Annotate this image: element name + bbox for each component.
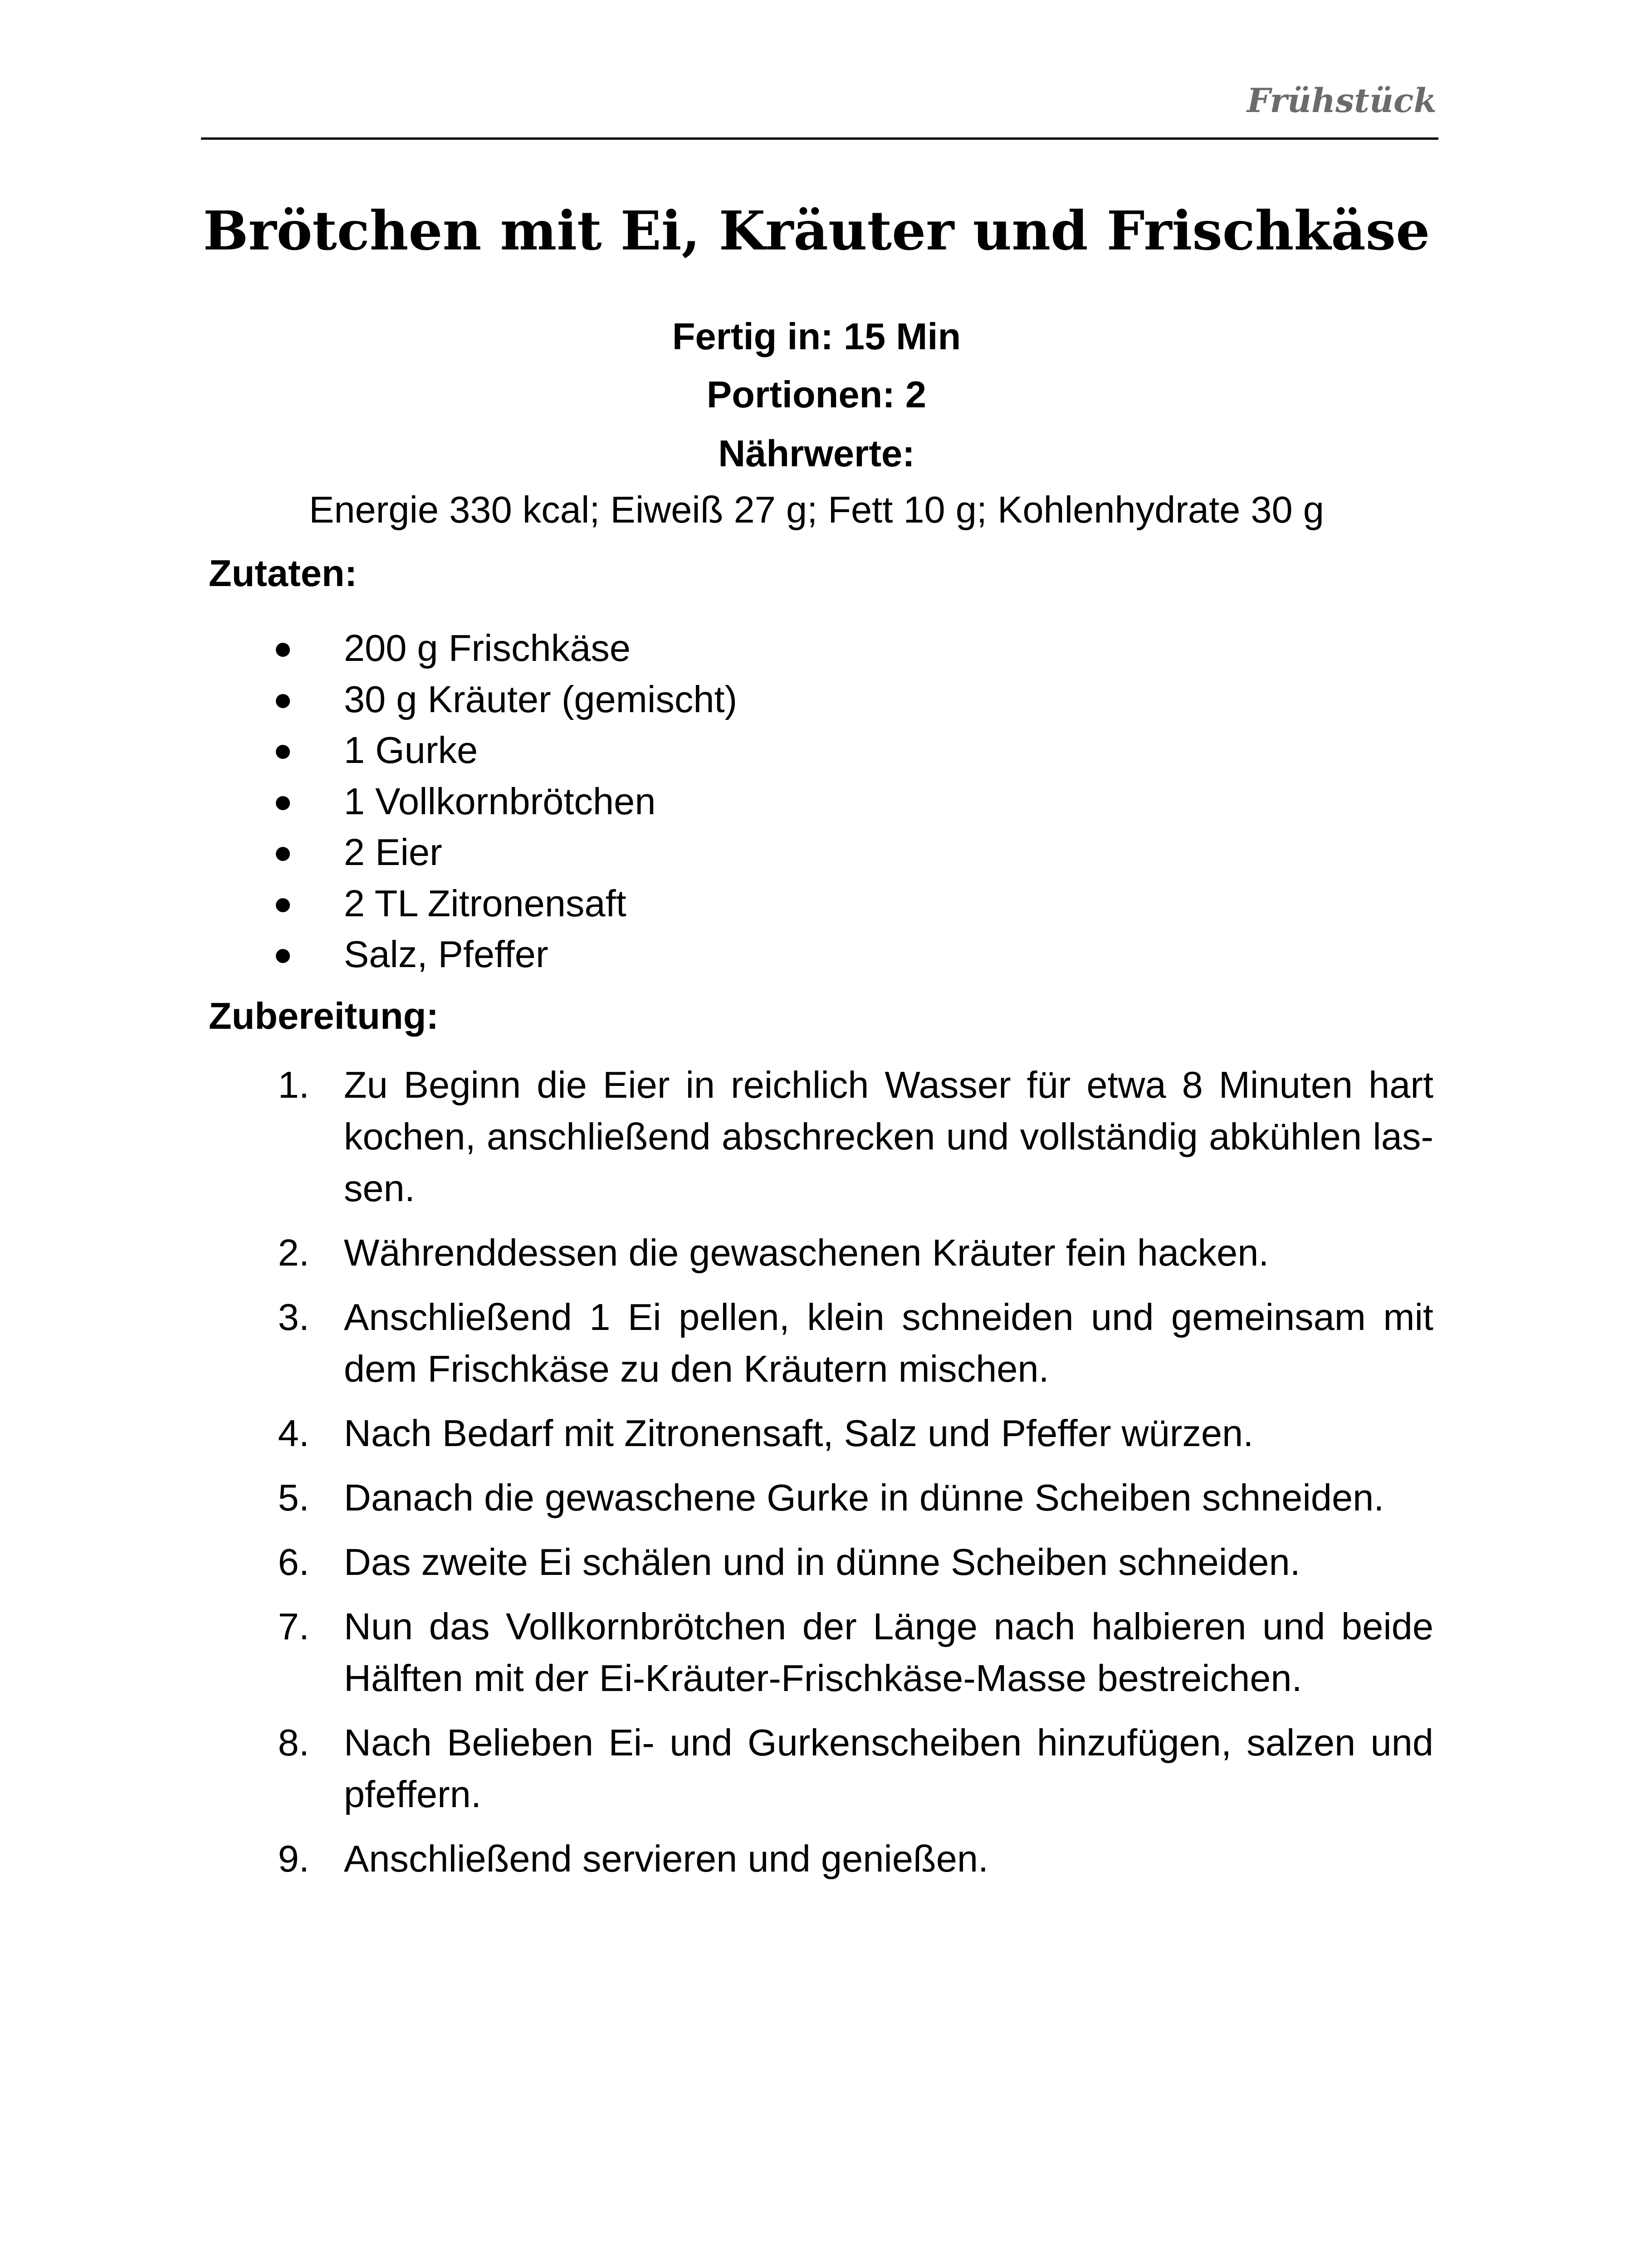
ingredient-text: 200 g Frischkäse bbox=[344, 627, 631, 669]
ingredient-item bbox=[0, 674, 1633, 725]
step-number: 9. bbox=[278, 1838, 309, 1880]
ingredient-item bbox=[0, 725, 1633, 776]
header-rule bbox=[201, 137, 1438, 140]
ingredients-heading: Zutaten: bbox=[209, 552, 357, 594]
ingredient-text: 1 Gurke bbox=[344, 729, 478, 771]
step-text: Das zweite Ei schälen und in dünne Scheiben schneiden. bbox=[344, 1541, 1301, 1583]
step-item bbox=[0, 1601, 1633, 1704]
ingredient-text: Salz, Pfeffer bbox=[344, 933, 548, 975]
ingredient-text: 1 Vollkornbrötchen bbox=[344, 780, 656, 822]
ingredients-list bbox=[0, 623, 1633, 980]
step-item bbox=[0, 1291, 1633, 1395]
ingredient-text: 2 Eier bbox=[344, 831, 442, 873]
ingredient-item bbox=[0, 878, 1633, 929]
bullet-icon: ● bbox=[273, 630, 293, 666]
nutrition-heading: Nährwerte: bbox=[718, 432, 915, 474]
step-number: 4. bbox=[278, 1412, 309, 1454]
steps-list bbox=[0, 1059, 1633, 1897]
ingredient-item bbox=[0, 827, 1633, 878]
step-item bbox=[0, 1717, 1633, 1820]
section-label: Frühstück bbox=[1247, 81, 1437, 120]
step-item bbox=[0, 1833, 1633, 1885]
prep-time: Fertig in: 15 Min bbox=[672, 315, 961, 357]
steps-heading: Zubereitung: bbox=[209, 995, 439, 1037]
step-item bbox=[0, 1472, 1633, 1524]
servings: Portionen: 2 bbox=[706, 373, 927, 415]
step-text: Zu Beginn die Eier in reichlich Wasser für etwa 8 Minuten hart kochen, anschließend abschrecken und vollständig abkühlen las-sen. bbox=[344, 1064, 1433, 1209]
step-item bbox=[0, 1536, 1633, 1588]
nutrition-values: Energie 330 kcal; Eiweiß 27 g; Fett 10 g; Kohlenhydrate 30 g bbox=[309, 489, 1324, 531]
step-text: Nun das Vollkornbrötchen der Länge nach halbieren und beide Hälften mit der Ei-Kräuter-Frischkäse-Masse bestreichen. bbox=[344, 1605, 1433, 1699]
step-number: 1. bbox=[278, 1064, 309, 1106]
bullet-icon: ● bbox=[273, 936, 293, 973]
ingredient-text: 2 TL Zitronensaft bbox=[344, 882, 626, 924]
step-text: Währenddessen die gewaschenen Kräuter fein hacken. bbox=[344, 1232, 1269, 1274]
step-number: 5. bbox=[278, 1476, 309, 1519]
step-number: 7. bbox=[278, 1605, 309, 1647]
recipe-title: Brötchen mit Ei, Kräuter und Frischkäse bbox=[203, 199, 1430, 262]
step-number: 2. bbox=[278, 1232, 309, 1274]
step-text: Nach Bedarf mit Zitronensaft, Salz und Pfeffer würzen. bbox=[344, 1412, 1254, 1454]
ingredient-text: 30 g Kräuter (gemischt) bbox=[344, 678, 738, 720]
bullet-icon: ● bbox=[273, 834, 293, 870]
bullet-icon: ● bbox=[273, 732, 293, 768]
step-number: 6. bbox=[278, 1541, 309, 1583]
step-text: Anschließend servieren und genießen. bbox=[344, 1838, 989, 1880]
step-text: Danach die gewaschene Gurke in dünne Scheiben schneiden. bbox=[344, 1476, 1384, 1519]
step-item bbox=[0, 1408, 1633, 1459]
step-item bbox=[0, 1059, 1633, 1214]
ingredient-item bbox=[0, 929, 1633, 980]
ingredient-item bbox=[0, 776, 1633, 827]
bullet-icon: ● bbox=[273, 681, 293, 718]
bullet-icon: ● bbox=[273, 783, 293, 820]
bullet-icon: ● bbox=[273, 885, 293, 922]
step-text: Anschließend 1 Ei pellen, klein schneiden und gemeinsam mit dem Frischkäse zu den Kräutern mischen. bbox=[344, 1296, 1433, 1390]
step-number: 8. bbox=[278, 1721, 309, 1764]
step-number: 3. bbox=[278, 1296, 309, 1338]
ingredient-item bbox=[0, 623, 1633, 674]
step-text: Nach Belieben Ei- und Gurkenscheiben hinzufügen, salzen und pfeffern. bbox=[344, 1721, 1433, 1815]
step-item bbox=[0, 1227, 1633, 1279]
